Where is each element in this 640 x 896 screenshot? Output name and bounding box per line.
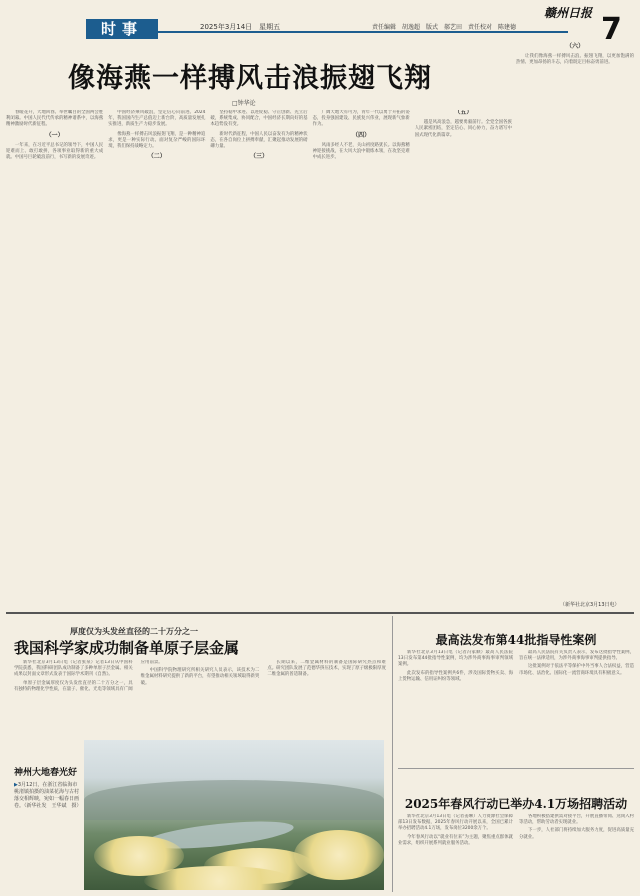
article-paragraph: 各地积极搭建供需对接平台，开展直播带岗、送岗入村等活动，帮助劳动者实现就业。	[519, 814, 634, 826]
article-headline: 最高法发布第44批指导性案例	[435, 633, 597, 647]
vertical-divider	[392, 616, 393, 892]
page-header	[0, 0, 640, 47]
article-subtitle: 厚度仅为头发丝直径的二十万分之一	[70, 627, 198, 636]
section-heading: （四）	[352, 131, 371, 139]
lead-byline: □钟华论	[232, 100, 256, 107]
horizontal-divider	[6, 612, 634, 614]
lead-paragraph: 春暖花开，大地回春。举世瞩目的全国两会胜利闭幕。中国人民代代传承的精神谱系中，以海燕精神激励时代新征程。	[6, 110, 104, 128]
article-paragraph: 下一步，人社部门将持续加大服务力度，促进高质量充分就业。	[519, 828, 634, 840]
article-headline: 我国科学家成功制备单原子层金属	[14, 639, 240, 657]
article-paragraph: 新华社北京3月13日电（记者张泉）记者13日从中国科学院获悉，我国科研团队成功制备了多种单原子层金属。相关成果以封面文章形式发表于国际学术期刊《自然》。	[14, 660, 133, 678]
issue-date: 2025年3月14日 星期五	[200, 23, 281, 31]
lead-paragraph: 中国经济乘风破浪，坚定信心向前进。2024年，我国国内生产总值迈上新台阶，高质量发展扎实推进，新质生产力稳步发展。	[108, 110, 206, 128]
newspaper-masthead: 赣州日报	[543, 6, 592, 20]
article-body	[14, 660, 386, 738]
editor-credits: 责任编辑 胡逸超 版式 郝艺田 责任校对 陈建德	[372, 24, 517, 31]
section-heading: （六）	[565, 43, 584, 50]
lead-paragraph: 像海燕一样搏击风浪振翅飞翔，是一种精神追求，更是一种实际行动。面对复杂严峻的国际环境，我们保持战略定力。	[108, 131, 206, 150]
lead-paragraph: 越是风高浪急，越要勇毅前行。全党全国各族人民紧密团结，坚定信心、同心协力，奋力谱写中国式现代化新篇章。	[414, 120, 512, 138]
lead-body	[6, 110, 512, 606]
article-headline: 2025年春风行动已举办4.1万场招聘活动	[404, 797, 628, 811]
lead-signature: （新华社北京3月13日电）	[560, 602, 620, 608]
photo-caption-title: 神州大地春光好	[14, 768, 78, 778]
article-paragraph: 长期以来，二维金属材料的制备是国际研究热点和难点。研究团队发展了范德华挤压技术，实现了原子级极限厚度二维金属的普适制备。	[267, 660, 386, 678]
caption-arrow-icon: ▶	[14, 782, 18, 788]
photo-blossom	[294, 830, 384, 880]
section-tag: 时事	[86, 19, 158, 39]
article-body	[398, 650, 634, 760]
lead-paragraph: 广阔天地大有可为，青年一代以勇于开拓的姿态，投身强国建设、民族复兴伟业，展现新气象新作为。	[312, 110, 410, 128]
article-paragraph: 今年春风行动以“就业有位来”为主题，聚焦重点群体就业需求，组织开展系列就业服务活动。	[398, 834, 513, 846]
lead-paragraph: 新时代新征程，中国人民以奋发有为的精神状态，在各自岗位上拼搏奉献，汇聚起推动发展的磅礴力量。	[210, 131, 308, 150]
article-paragraph: 新华社北京3月13日电（记者冯家顺）最高人民法院13日发布第44批指导性案例，均为涉外商事海事审判领域案例。	[398, 650, 513, 668]
lead-paragraph: 一年来，在习近平总书记的领导下，中国人民迎难而上、敢打敢拼，各项事业取得新的重大成就。中国号巨轮破浪前行，书写新的发展奇迹。	[6, 142, 104, 161]
article-paragraph: 此次发布的指导性案例共6件，涉及国际货物买卖、海上货物运输、信用证纠纷等领域。	[398, 670, 513, 682]
section-heading: （一）	[45, 131, 64, 139]
photo-caption-body	[14, 782, 80, 810]
page-number: 7	[601, 12, 622, 47]
photo-caption-text: 3月12日，在浙江省临海市桃渚镇拍摄的油菜花海与古村落交相辉映，宛如一幅春日画卷。（新华社发 王华斌 摄）	[14, 782, 82, 809]
news-photo	[84, 740, 384, 890]
lead-paragraph: 坚持稳中求进、以进促稳、守正创新、先立后破，系统集成、协同配合，中国经济长期向好的基本趋势没有变。	[210, 110, 308, 128]
article-body	[398, 814, 634, 892]
lead-paragraph: 让我们像海燕一样搏风击浪、振翅飞翔，以更加饱满的热情、更加昂扬的斗志，向着既定目标奋勇前进。	[516, 54, 634, 66]
article-paragraph: 最高人民法院有关负责人表示，发布这批指导性案例，旨在统一法律适用，为涉外商事海事审判提供指导。	[519, 650, 634, 662]
section-heading: （二）	[147, 153, 166, 161]
article-paragraph: 新华社北京3月13日电（记者姜琳）人力资源社会保障部13日发布数据，2025年春风行动开展以来，全国已累计举办招聘活动4.1万场，发布岗位3200余万个。	[398, 814, 513, 832]
photo-hill	[84, 780, 384, 820]
section-heading: （三）	[249, 153, 268, 161]
article-separator	[398, 768, 634, 769]
lead-headline: 像海燕一样搏风击浪振翅飞翔	[68, 63, 432, 94]
section-heading: （五）	[454, 110, 473, 116]
lead-body-continued	[516, 40, 634, 606]
photo-blossom	[144, 866, 294, 890]
article-paragraph: 单原子层金属厚度仅为头发丝直径的二十万分之一，具有独特的物理化学性质，在量子、催化、光电等领域具有广阔应用前景。	[14, 660, 163, 692]
article-paragraph: 中国科学院物理研究所相关研究人员表示，该技术为二维金属材料研究提供了新的平台，有望推动相关领域取得新突破。	[140, 668, 260, 686]
lead-paragraph: 风雨多经人不老，关山初度路犹长。以海燕精神迎接挑战，在大风大浪中锻炼本领，在攻坚克难中成长进步。	[312, 142, 410, 161]
article-paragraph: 这批案例对于依法平等保护中外当事人合法权益，营造市场化、法治化、国际化一流营商环境具有积极意义。	[519, 664, 634, 676]
